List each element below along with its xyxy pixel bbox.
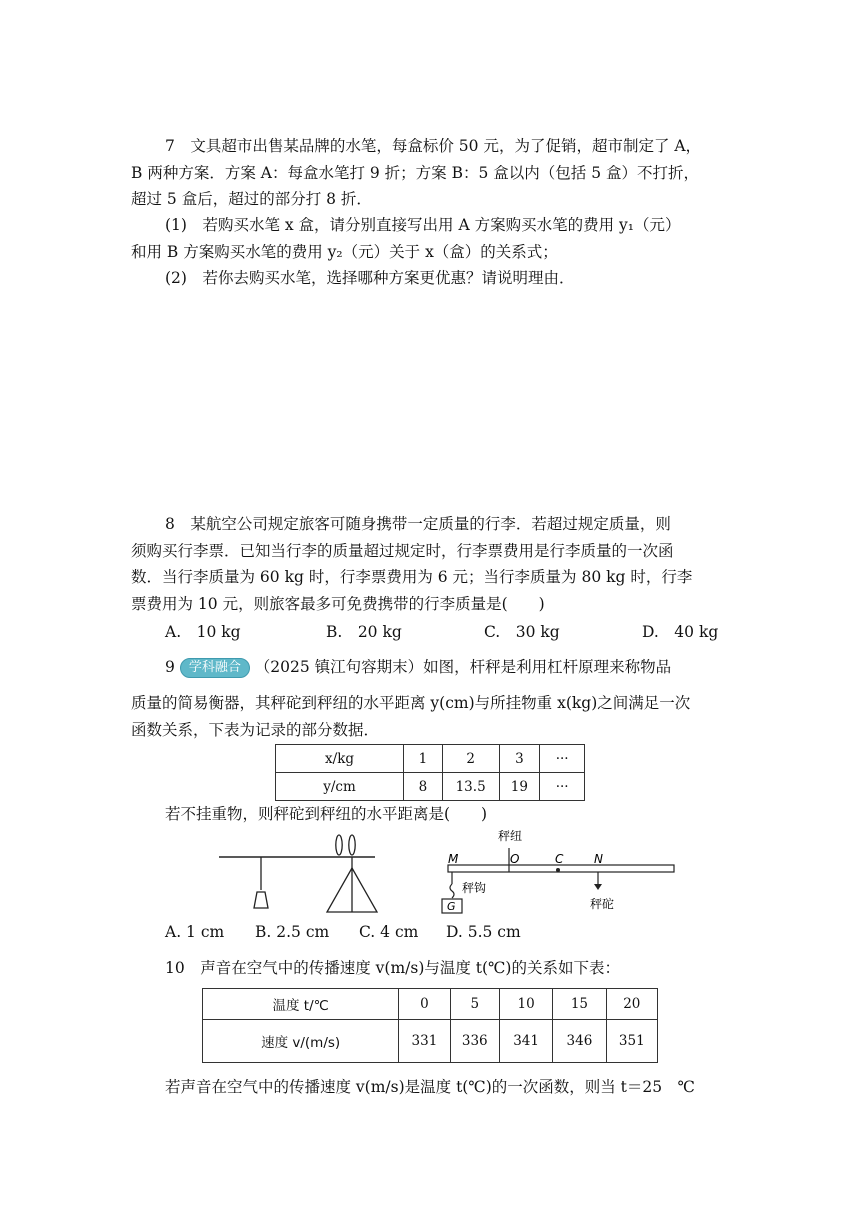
table-row: [276, 773, 585, 801]
table-row: [203, 989, 658, 1020]
q9-option-b: B. 2.5 cm: [255, 923, 330, 941]
label-niu: 秤纽: [498, 829, 523, 843]
table-cell: 346: [553, 1020, 606, 1063]
table-cell: 0: [399, 989, 450, 1020]
q9-option-a: A. 1 cm: [165, 923, 225, 941]
q8-option-a: A. 10 kg: [165, 623, 241, 641]
label-n: N: [594, 852, 603, 866]
q8-option-c: C. 30 kg: [484, 623, 560, 641]
table-cell: 13.5: [442, 773, 499, 801]
table-cell: 10: [499, 989, 552, 1020]
q7-line3: 超过 5 盒后，超过的部分打 8 折．: [131, 190, 372, 208]
steelyard-illustration: [215, 828, 380, 920]
table-cell: y/cm: [276, 773, 404, 801]
table-row: [276, 745, 585, 773]
q8-line3: 数．当行李质量为 60 kg 时，行李票费用为 6 元；当行李质量为 80 kg 时，行李: [131, 568, 693, 586]
q8-option-d: D. 40 kg: [642, 623, 719, 641]
table-cell: 351: [606, 1020, 657, 1063]
table-cell: 331: [399, 1020, 450, 1063]
q8-line4: 票费用为 10 元，则旅客最多可免费携带的行李质量是( ): [131, 595, 545, 613]
q9-line1-text: （2025 镇江句容期末）如图，杆秤是利用杠杆原理来称物品: [254, 658, 672, 676]
table-cell: 8: [404, 773, 443, 801]
q9-line2: 质量的简易衡器，其秤砣到秤纽的水平距离 y(cm)与所挂物重 x(kg)之间满足一次: [131, 694, 691, 712]
q8-option-b: B. 20 kg: [326, 623, 402, 641]
q10-line1: 10 声音在空气中的传播速度 v(m/s)与温度 t(℃)的关系如下表：: [165, 959, 620, 977]
table-cell: x/kg: [276, 745, 404, 773]
label-o: O: [510, 852, 520, 866]
q7-sub1-line2: 和用 B 方案购买水笔的费用 y₂（元）关于 x（盒）的关系式；: [131, 243, 558, 261]
label-c: C: [555, 852, 564, 866]
label-tuo: 秤砣: [590, 897, 615, 911]
q7-line1: 7 文具超市出售某品牌的水笔，每盒标价 50 元，为了促销，超市制定了 A，: [165, 137, 702, 155]
q8-line2: 须购买行李票．已知当行李的质量超过规定时，行李票费用是行李质量的一次函: [131, 542, 674, 560]
q9-data-table: [275, 744, 585, 801]
q10-data-table: [202, 988, 658, 1063]
table-cell: 5: [450, 989, 499, 1020]
q7-sub1-line1: (1) 若购买水笔 x 盒，请分别直接写出用 A 方案购买水笔的费用 y₁（元）: [165, 216, 681, 234]
table-cell: 速度 v/(m/s): [203, 1020, 399, 1063]
table-cell: 15: [553, 989, 606, 1020]
label-g: G: [447, 900, 456, 913]
table-cell: 341: [499, 1020, 552, 1063]
q9-number: 9: [165, 658, 175, 676]
q10-line2: 若声音在空气中的传播速度 v(m/s)是温度 t(℃)的一次函数，则当 t＝25 ℃: [165, 1078, 695, 1096]
label-m: M: [448, 852, 459, 866]
q7-sub2: (2) 若你去购买水笔，选择哪种方案更优惠？请说明理由．: [165, 269, 575, 287]
table-cell: 3: [499, 745, 540, 773]
table-cell: 1: [404, 745, 443, 773]
label-gou: 秤钩: [462, 881, 487, 895]
table-cell: ···: [540, 773, 585, 801]
steelyard-diagram: [438, 826, 678, 918]
q9-option-d: D. 5.5 cm: [446, 923, 521, 941]
q9-option-c: C. 4 cm: [359, 923, 419, 941]
table-cell: 温度 t/℃: [203, 989, 399, 1020]
q8-line1: 8 某航空公司规定旅客可随身携带一定质量的行李．若超过规定质量，则: [165, 515, 671, 533]
table-cell: ···: [540, 745, 585, 773]
table-cell: 2: [442, 745, 499, 773]
subject-fusion-badge: 学科融合: [180, 658, 250, 678]
q9-line3: 函数关系，下表为记录的部分数据．: [131, 721, 380, 739]
table-cell: 20: [606, 989, 657, 1020]
q9-question: 若不挂重物，则秤砣到秤纽的水平距离是( ): [165, 805, 488, 823]
table-cell: 19: [499, 773, 540, 801]
q7-line2: B 两种方案．方案 A：每盒水笔打 9 折；方案 B：5 盒以内（包括 5 盒）不打折，: [131, 164, 699, 182]
table-cell: 336: [450, 1020, 499, 1063]
q9-line1: [165, 657, 671, 678]
table-row: [203, 1020, 658, 1063]
